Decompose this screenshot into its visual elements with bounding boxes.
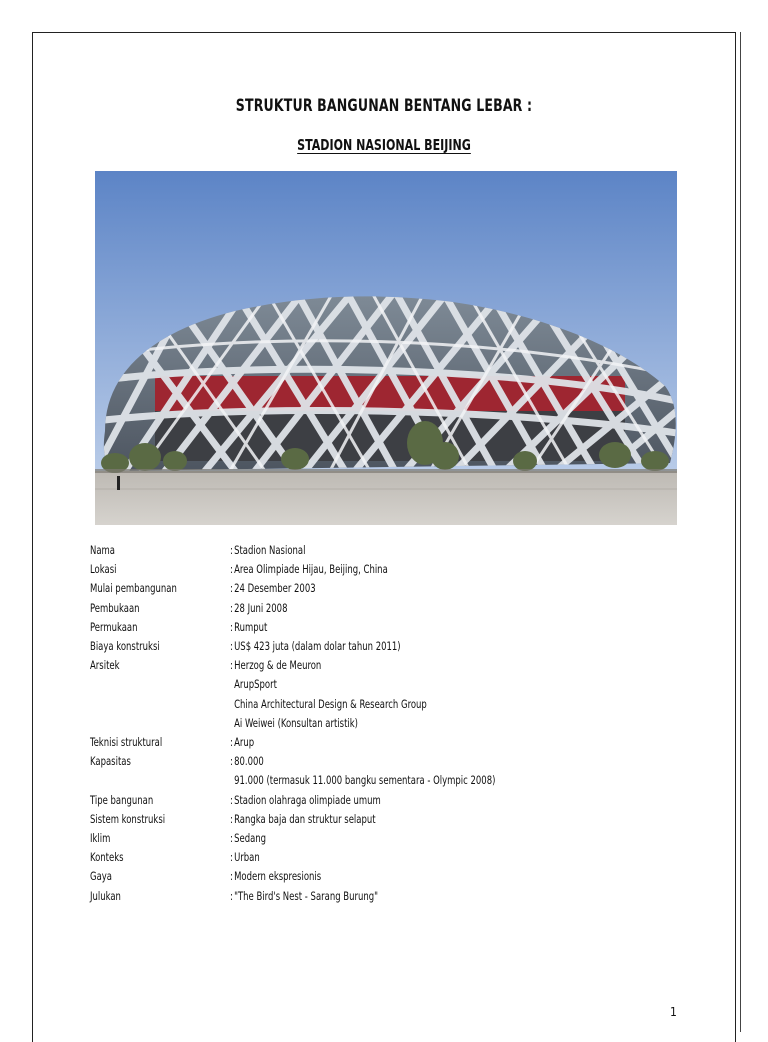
spec-label: Sistem konstruksi bbox=[90, 811, 166, 826]
spec-colon: : bbox=[230, 735, 233, 750]
spec-row bbox=[90, 887, 690, 906]
stadium-photo bbox=[95, 171, 677, 525]
spec-values bbox=[230, 867, 341, 886]
spec-value: Stadion Nasional bbox=[234, 543, 306, 557]
spec-colon: : bbox=[230, 600, 233, 615]
page-number: 1 bbox=[670, 1005, 677, 1019]
spec-value: Rumput bbox=[234, 619, 268, 634]
spec-colon: : bbox=[230, 754, 233, 769]
spec-values bbox=[230, 656, 470, 733]
spec-colon: : bbox=[230, 639, 233, 654]
spec-value-line bbox=[230, 867, 321, 886]
spec-value-line bbox=[230, 810, 376, 829]
spec-row bbox=[90, 791, 690, 810]
spec-row bbox=[90, 541, 690, 560]
spec-row bbox=[90, 752, 690, 790]
spec-value: Area Olimpiade Hijau, Beijing, China bbox=[234, 562, 388, 577]
spec-values bbox=[230, 752, 554, 790]
spec-label: Kapasitas bbox=[90, 754, 131, 769]
spec-value: China Architectural Design & Research Group bbox=[234, 696, 427, 711]
spec-value: 91.000 (termasuk 11.000 bangku sementara - Olympic 2008) bbox=[234, 773, 496, 788]
spec-colon: : bbox=[230, 619, 233, 634]
spec-value-line bbox=[230, 637, 401, 656]
spec-values bbox=[230, 541, 322, 560]
document-subtitle-text: STADION NASIONAL BEIJING bbox=[297, 136, 471, 154]
spec-label: Teknisi struktural bbox=[90, 735, 163, 750]
spec-values bbox=[230, 887, 411, 906]
spec-value: Sedang bbox=[234, 831, 267, 846]
spec-value-line bbox=[230, 656, 427, 675]
spec-label: Arsitek bbox=[90, 658, 120, 673]
spec-row bbox=[90, 656, 690, 733]
spec-value: "The Bird's Nest - Sarang Burung" bbox=[234, 888, 379, 903]
specification-list bbox=[90, 541, 690, 906]
spec-values bbox=[230, 618, 276, 637]
spec-value-line bbox=[230, 733, 254, 752]
spec-label: Biaya konstruksi bbox=[90, 639, 160, 654]
spec-values bbox=[230, 848, 266, 867]
spec-row bbox=[90, 867, 690, 886]
spec-value: Stadion olahraga olimpiade umum bbox=[234, 792, 381, 807]
spec-value-line bbox=[230, 791, 381, 810]
spec-label: Lokasi bbox=[90, 562, 117, 577]
spec-value-line bbox=[230, 695, 427, 714]
spec-value-line bbox=[230, 560, 388, 579]
spec-label: Nama bbox=[90, 543, 116, 557]
spec-value-line bbox=[230, 771, 495, 790]
spec-value-line bbox=[230, 599, 287, 618]
spec-label: Iklim bbox=[90, 831, 111, 846]
spec-colon: : bbox=[230, 869, 233, 884]
spec-values bbox=[230, 791, 414, 810]
spec-value: Urban bbox=[234, 850, 260, 865]
spec-values bbox=[230, 579, 334, 598]
page-border-right-edge bbox=[740, 32, 741, 1032]
spec-values bbox=[230, 560, 422, 579]
spec-value-line bbox=[230, 579, 316, 598]
spec-row bbox=[90, 829, 690, 848]
spec-value-line bbox=[230, 675, 427, 694]
spec-colon: : bbox=[230, 811, 233, 826]
spec-values bbox=[230, 637, 438, 656]
spec-row bbox=[90, 618, 690, 637]
spec-label: Pembukaan bbox=[90, 600, 140, 615]
spec-label: Julukan bbox=[90, 888, 121, 903]
spec-value-line bbox=[230, 848, 260, 867]
spec-label: Gaya bbox=[90, 869, 112, 884]
spec-row bbox=[90, 560, 690, 579]
spec-label: Mulai pembangunan bbox=[90, 581, 177, 596]
spec-colon: : bbox=[230, 850, 233, 865]
spec-values bbox=[230, 733, 259, 752]
spec-value-line bbox=[230, 887, 378, 906]
spec-value: 28 Juni 2008 bbox=[234, 600, 288, 615]
document-subtitle bbox=[69, 136, 699, 154]
spec-value: Rangka baja dan struktur selaput bbox=[234, 811, 376, 826]
spec-row bbox=[90, 810, 690, 829]
spec-value-line bbox=[230, 541, 305, 560]
spec-values bbox=[230, 599, 300, 618]
spec-value: Herzog & de Meuron bbox=[234, 658, 322, 673]
spec-label: Konteks bbox=[90, 850, 124, 865]
spec-value: ArupSport bbox=[234, 677, 277, 692]
spec-value: Arup bbox=[234, 735, 255, 750]
spec-value-line bbox=[230, 714, 427, 733]
spec-value: US$ 423 juta (dalam dolar tahun 2011) bbox=[234, 639, 401, 654]
spec-row bbox=[90, 599, 690, 618]
spec-row bbox=[90, 579, 690, 598]
spec-value-line bbox=[230, 618, 267, 637]
spec-value: 24 Desember 2003 bbox=[234, 581, 316, 596]
spec-colon: : bbox=[230, 543, 233, 557]
spec-values bbox=[230, 829, 274, 848]
spec-value-line bbox=[230, 752, 495, 771]
spec-label: Tipe bangunan bbox=[90, 792, 154, 807]
spec-values bbox=[230, 810, 408, 829]
spec-row bbox=[90, 848, 690, 867]
spec-colon: : bbox=[230, 658, 233, 673]
spec-value: 80.000 bbox=[234, 754, 264, 769]
spec-value: Ai Weiwei (Konsultan artistik) bbox=[234, 715, 358, 730]
spec-colon: : bbox=[230, 562, 233, 577]
spec-row bbox=[90, 637, 690, 656]
spec-colon: : bbox=[230, 792, 233, 807]
spec-colon: : bbox=[230, 581, 233, 596]
spec-label: Permukaan bbox=[90, 619, 138, 634]
spec-colon: : bbox=[230, 888, 233, 903]
document-title: STRUKTUR BANGUNAN BENTANG LEBAR : bbox=[235, 96, 533, 116]
spec-value-line bbox=[230, 829, 266, 848]
spec-colon: : bbox=[230, 831, 233, 846]
spec-value: Modern ekspresionis bbox=[234, 869, 322, 884]
spec-row bbox=[90, 733, 690, 752]
